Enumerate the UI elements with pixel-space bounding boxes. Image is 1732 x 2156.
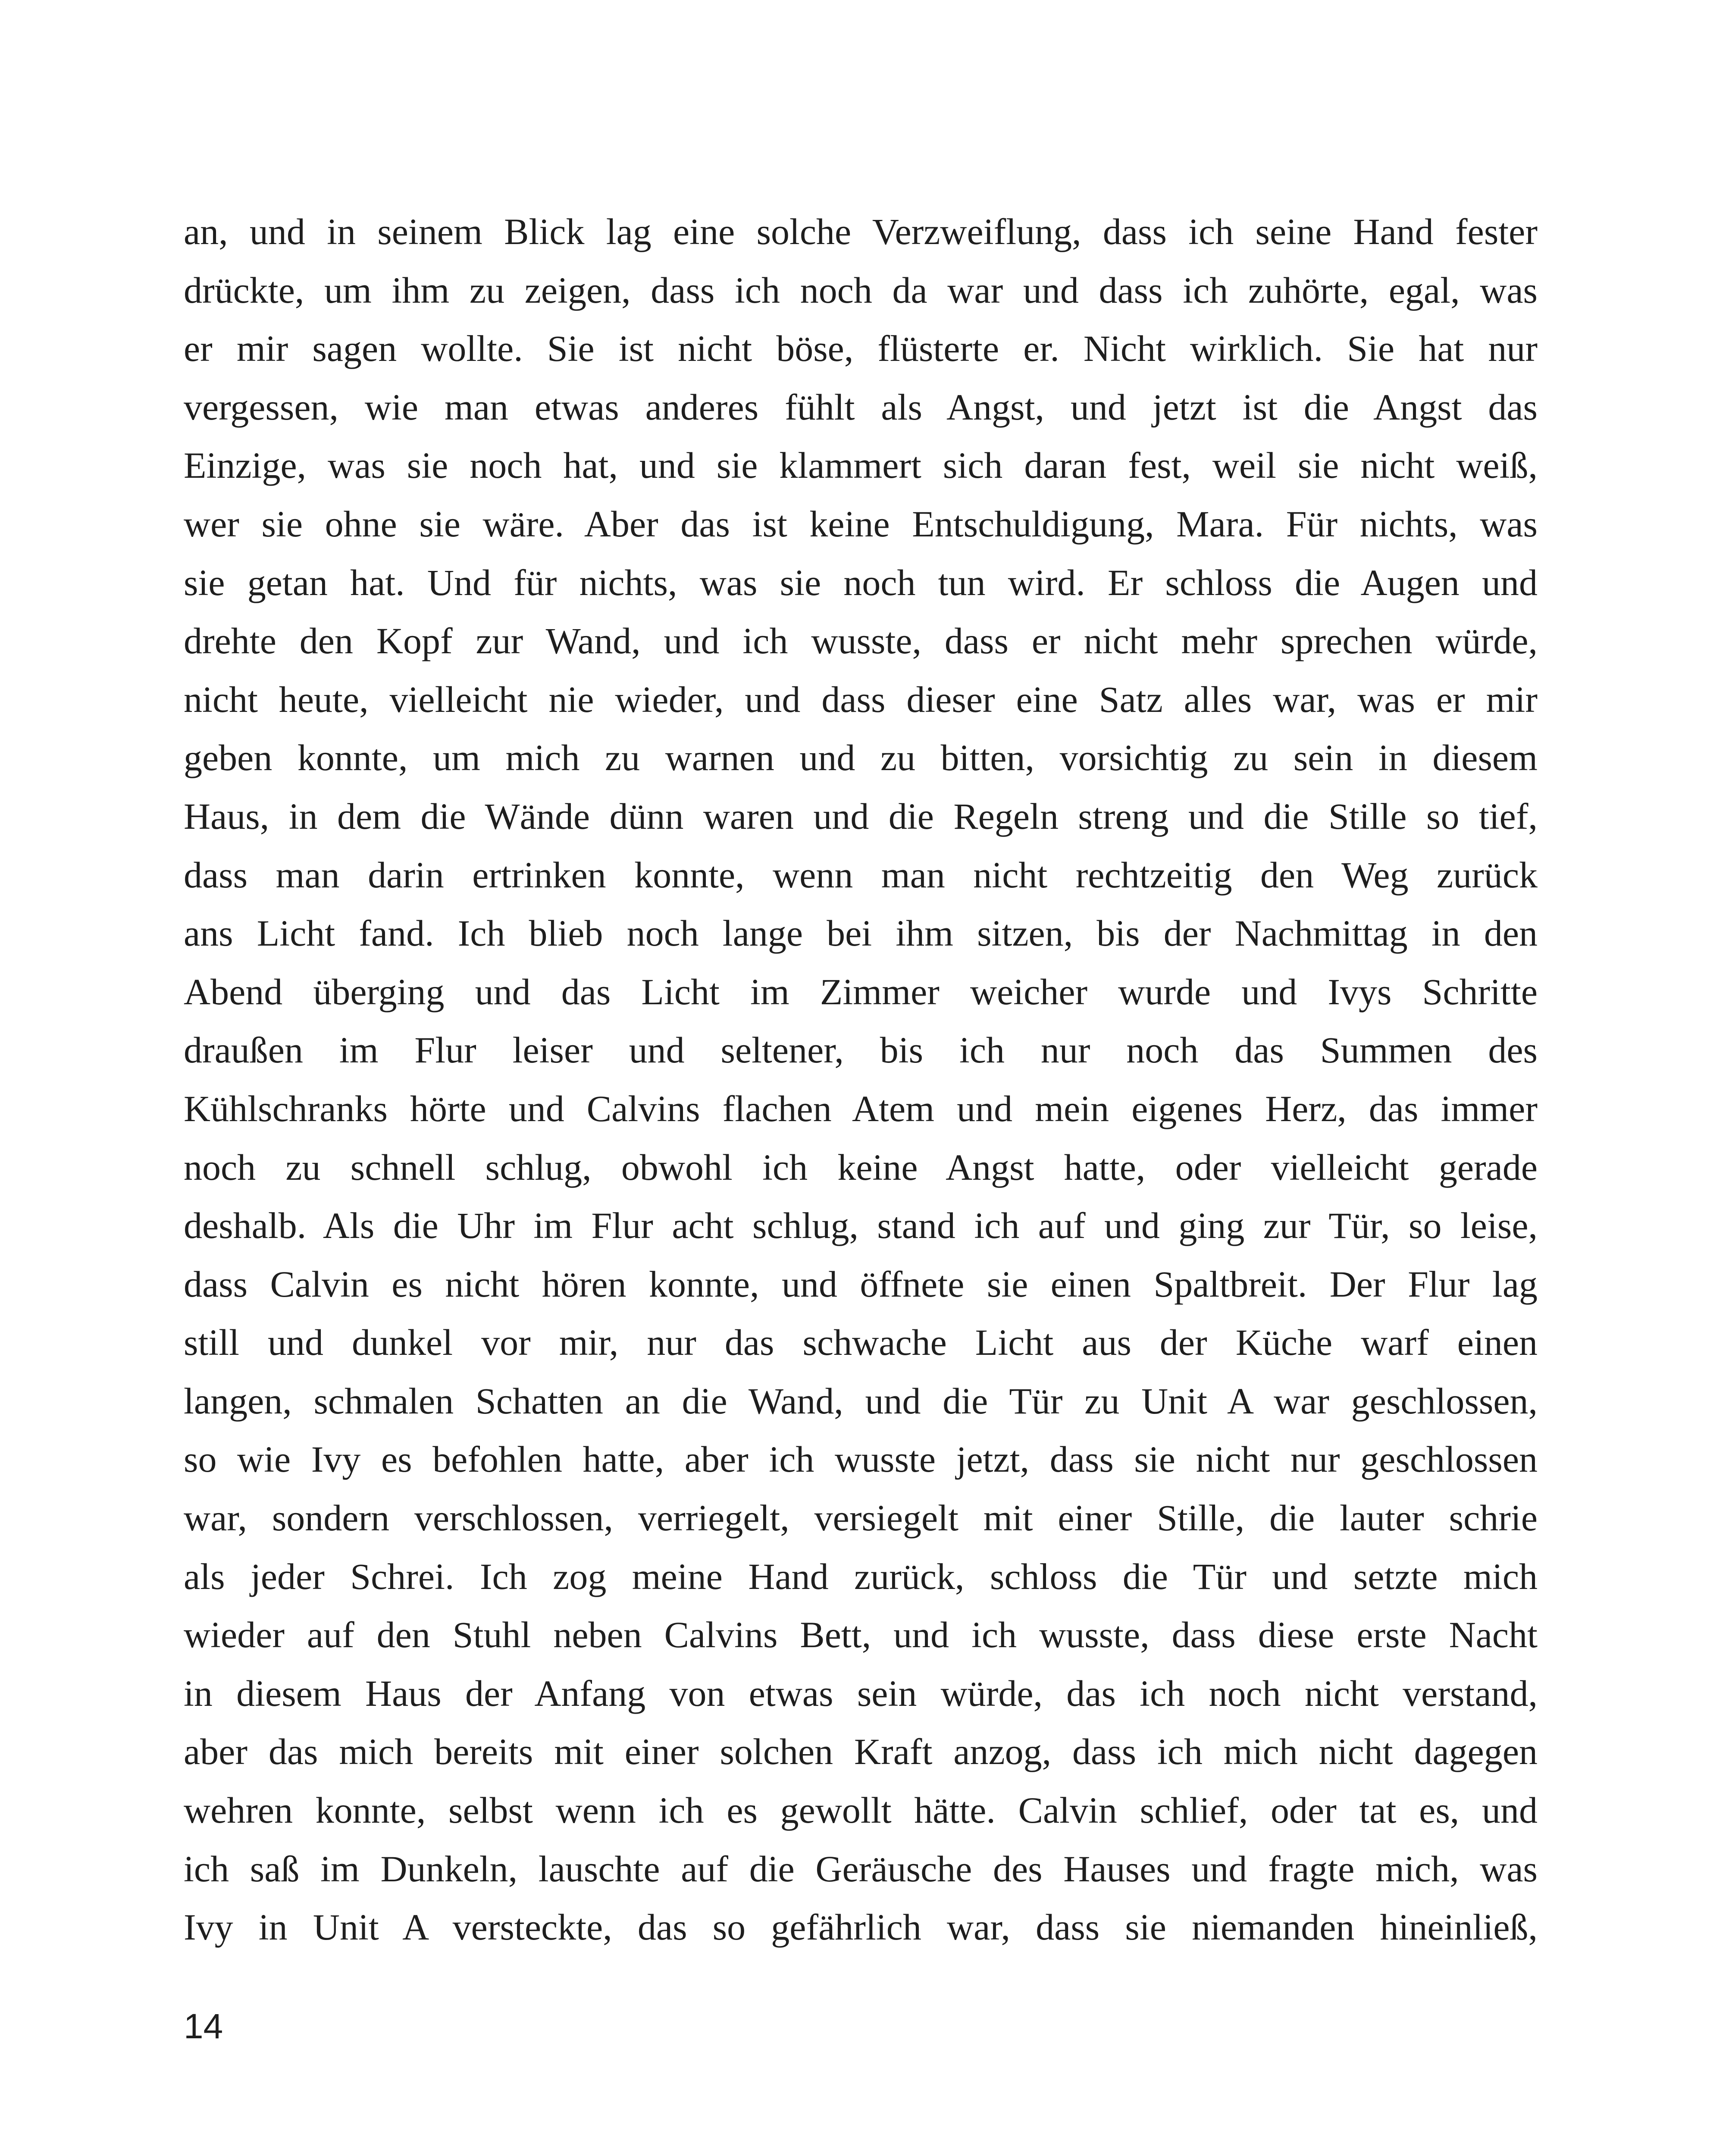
text-line: er mir sagen wollte. Sie ist nicht böse, flüsterte er. Nicht wirklich. Sie hat nur: [184, 328, 1538, 370]
text-line: ich saß im Dunkeln, lauschte auf die Geräusche des Hauses und fragte mich, was: [184, 1848, 1538, 1890]
text-line: ans Licht fand. Ich blieb noch lange bei ihm sitzen, bis der Nachmittag in den: [184, 912, 1538, 954]
text-line: wer sie ohne sie wäre. Aber das ist keine Entschuldigung, Mara. Für nichts, was: [184, 503, 1538, 545]
text-line: Einzige, was sie noch hat, und sie klammert sich daran fest, weil sie nicht weiß,: [184, 445, 1538, 486]
text-line: wehren konnte, selbst wenn ich es gewollt hätte. Calvin schlief, oder tat es, und: [184, 1789, 1538, 1831]
text-line: still und dunkel vor mir, nur das schwache Licht aus der Küche warf einen: [184, 1322, 1538, 1363]
text-line: so wie Ivy es befohlen hatte, aber ich wusste jetzt, dass sie nicht nur geschlossen: [184, 1438, 1538, 1480]
text-line: drehte den Kopf zur Wand, und ich wusste, dass er nicht mehr sprechen würde,: [184, 620, 1538, 662]
text-line: in diesem Haus der Anfang von etwas sein würde, das ich noch nicht verstand,: [184, 1672, 1538, 1714]
text-line: draußen im Flur leiser und seltener, bis ich nur noch das Summen des: [184, 1029, 1538, 1071]
text-line: war, sondern verschlossen, verriegelt, versiegelt mit einer Stille, die lauter schrie: [184, 1497, 1538, 1539]
text-line: dass Calvin es nicht hören konnte, und öffnete sie einen Spaltbreit. Der Flur lag: [184, 1263, 1538, 1305]
text-line: nicht heute, vielleicht nie wieder, und dass dieser eine Satz alles war, was er mir: [184, 678, 1538, 720]
text-line: sie getan hat. Und für nichts, was sie noch tun wird. Er schloss die Augen und: [184, 561, 1538, 603]
body-text: [184, 203, 1538, 1957]
page-number: 14: [184, 2007, 223, 2046]
text-line: Abend überging und das Licht im Zimmer weicher wurde und Ivys Schritte: [184, 971, 1538, 1012]
text-line: dass man darin ertrinken konnte, wenn man nicht rechtzeitig den Weg zurück: [184, 854, 1538, 896]
text-line: Haus, in dem die Wände dünn waren und die Regeln streng und die Stille so tief,: [184, 795, 1538, 837]
text-line: drückte, um ihm zu zeigen, dass ich noch da war und dass ich zuhörte, egal, was: [184, 269, 1538, 311]
text-line: deshalb. Als die Uhr im Flur acht schlug, stand ich auf und ging zur Tür, so leise,: [184, 1205, 1538, 1247]
text-line: Kühlschranks hörte und Calvins flachen Atem und mein eigenes Herz, das immer: [184, 1087, 1538, 1129]
text-line: vergessen, wie man etwas anderes fühlt als Angst, und jetzt ist die Angst das: [184, 386, 1538, 428]
text-line: aber das mich bereits mit einer solchen Kraft anzog, dass ich mich nicht dagegen: [184, 1731, 1538, 1773]
text-line: geben konnte, um mich zu warnen und zu bitten, vorsichtig zu sein in diesem: [184, 737, 1538, 779]
text-line: noch zu schnell schlug, obwohl ich keine Angst hatte, oder vielleicht gerade: [184, 1146, 1538, 1188]
text-line: wieder auf den Stuhl neben Calvins Bett, und ich wusste, dass diese erste Nacht: [184, 1614, 1538, 1656]
text-line: als jeder Schrei. Ich zog meine Hand zurück, schloss die Tür und setzte mich: [184, 1555, 1538, 1597]
text-line: Ivy in Unit A versteckte, das so gefährlich war, dass sie niemanden hineinließ,: [184, 1906, 1538, 1948]
text-line: langen, schmalen Schatten an die Wand, und die Tür zu Unit A war geschlossen,: [184, 1380, 1538, 1422]
text-line: an, und in seinem Blick lag eine solche Verzweiflung, dass ich seine Hand fester: [184, 211, 1538, 252]
